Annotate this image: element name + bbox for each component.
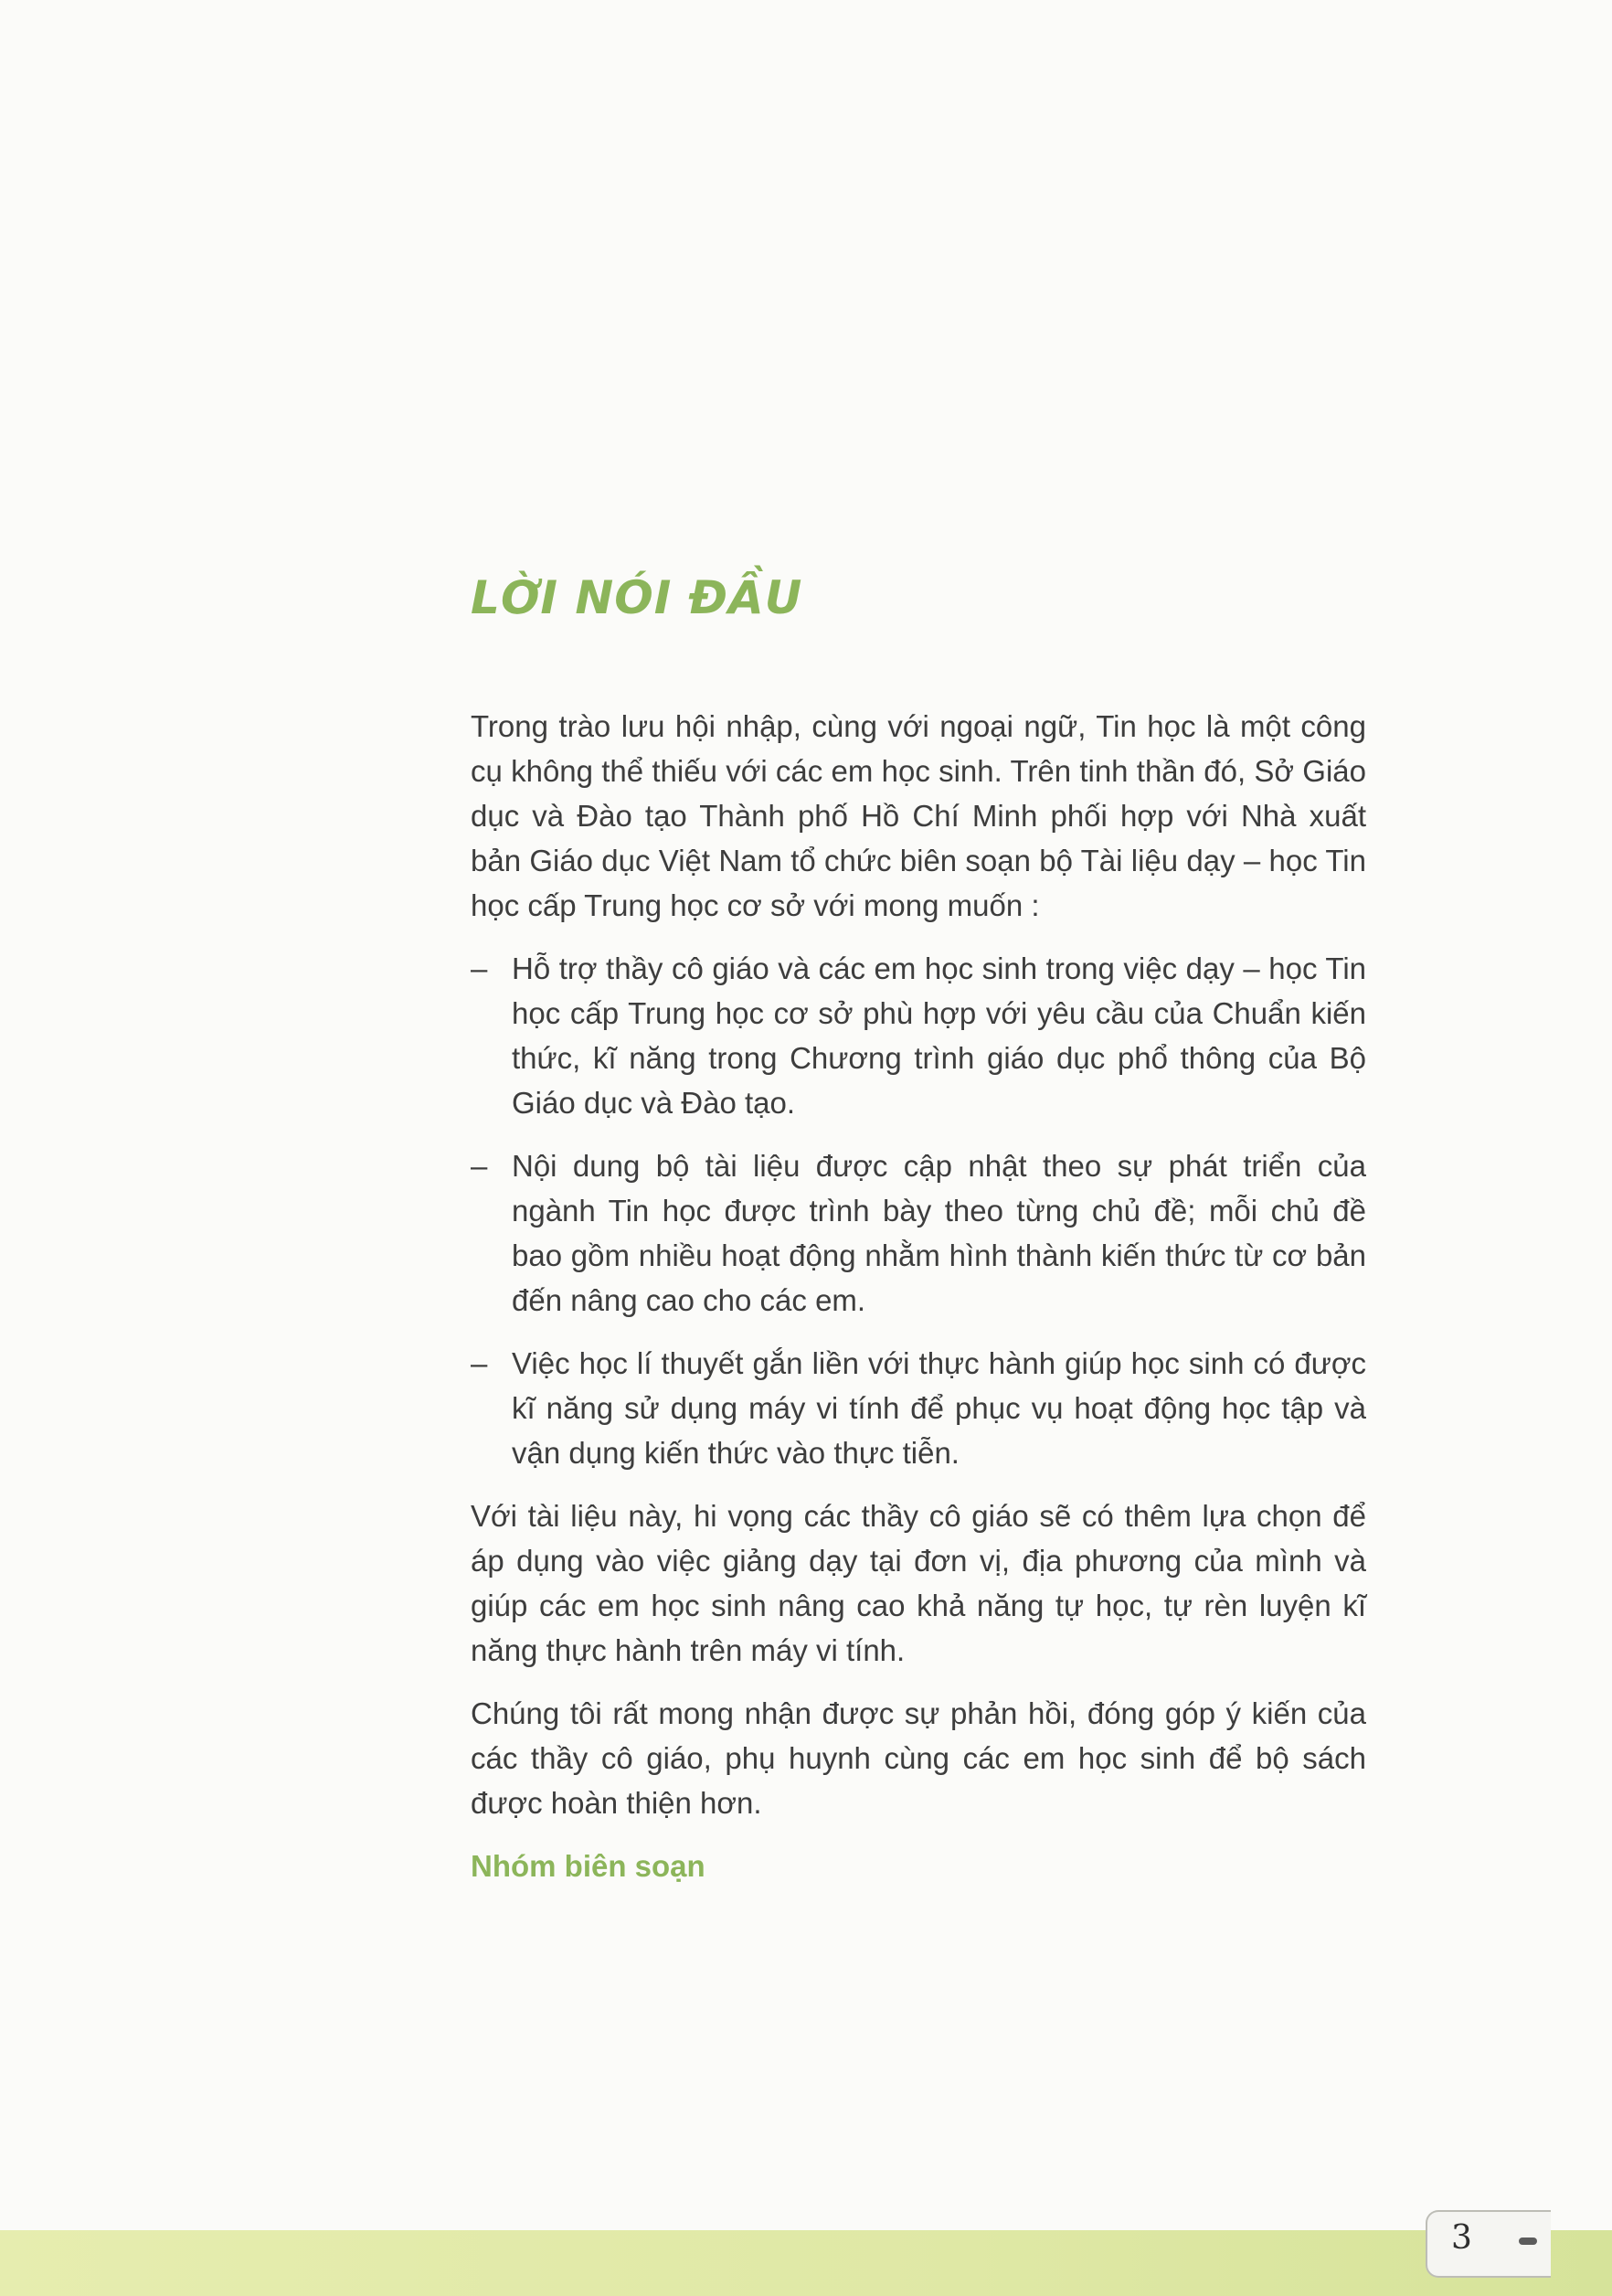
hope-paragraph: Với tài liệu này, hi vọng các thầy cô giáo sẽ có thêm lựa chọn để áp dụng vào việc giảng dạy tại đơn vị, địa phương của mình và giúp các em học sinh nâng cao khả năng tự học, tự rèn luyện kĩ năng thực hành trên máy vi tính.	[471, 1499, 1366, 1667]
intro-paragraph: Trong trào lưu hội nhập, cùng với ngoại ngữ, Tin học là một công cụ không thể thiếu với các em học sinh. Trên tinh thần đó, Sở Giáo dục và Đào tạo Thành phố Hồ Chí Minh phối hợp với Nhà xuất bản Giáo dục Việt Nam tổ chức biên soạn bộ Tài liệu dạy – học Tin học cấp Trung học cơ sở với mong muốn :	[471, 709, 1366, 922]
bullet-marker: –	[471, 1149, 488, 1183]
list-item-text: Việc học lí thuyết gắn liền với thực hành giúp học sinh có được kĩ năng sử dụng máy vi tính để phục vụ hoạt động học tập và vận dụng kiến thức vào thực tiễn.	[512, 1346, 1366, 1470]
list-item-text: Hỗ trợ thầy cô giáo và các em học sinh trong việc dạy – học Tin học cấp Trung học cơ sở phù hợp với yêu cầu của Chuẩn kiến thức, kĩ năng trong Chương trình giáo dục phổ thông của Bộ Giáo dục và Đào tạo.	[512, 951, 1366, 1120]
list-item	[471, 946, 1366, 1125]
tab-mark-icon	[1519, 2238, 1537, 2245]
footer-band	[0, 2230, 1612, 2296]
page-title: LỜI NÓI ĐẦU	[471, 571, 803, 624]
bullet-marker: –	[471, 1346, 488, 1380]
list-item	[471, 1341, 1366, 1475]
signature: Nhóm biên soạn	[471, 1849, 705, 1883]
bullet-marker: –	[471, 951, 488, 985]
page-number: 3	[1451, 2219, 1472, 2257]
feedback-paragraph: Chúng tôi rất mong nhận được sự phản hồi, đóng góp ý kiến của các thầy cô giáo, phụ huynh cùng các em học sinh để bộ sách được hoàn thiện hơn.	[471, 1696, 1366, 1820]
preface-content	[471, 704, 1366, 1907]
list-item	[471, 1143, 1366, 1323]
list-item-text: Nội dung bộ tài liệu được cập nhật theo sự phát triển của ngành Tin học được trình bày theo từng chủ đề; mỗi chủ đề bao gồm nhiều hoạt động nhằm hình thành kiến thức từ cơ bản đến nâng cao cho các em.	[512, 1149, 1366, 1317]
goals-list	[471, 946, 1366, 1475]
